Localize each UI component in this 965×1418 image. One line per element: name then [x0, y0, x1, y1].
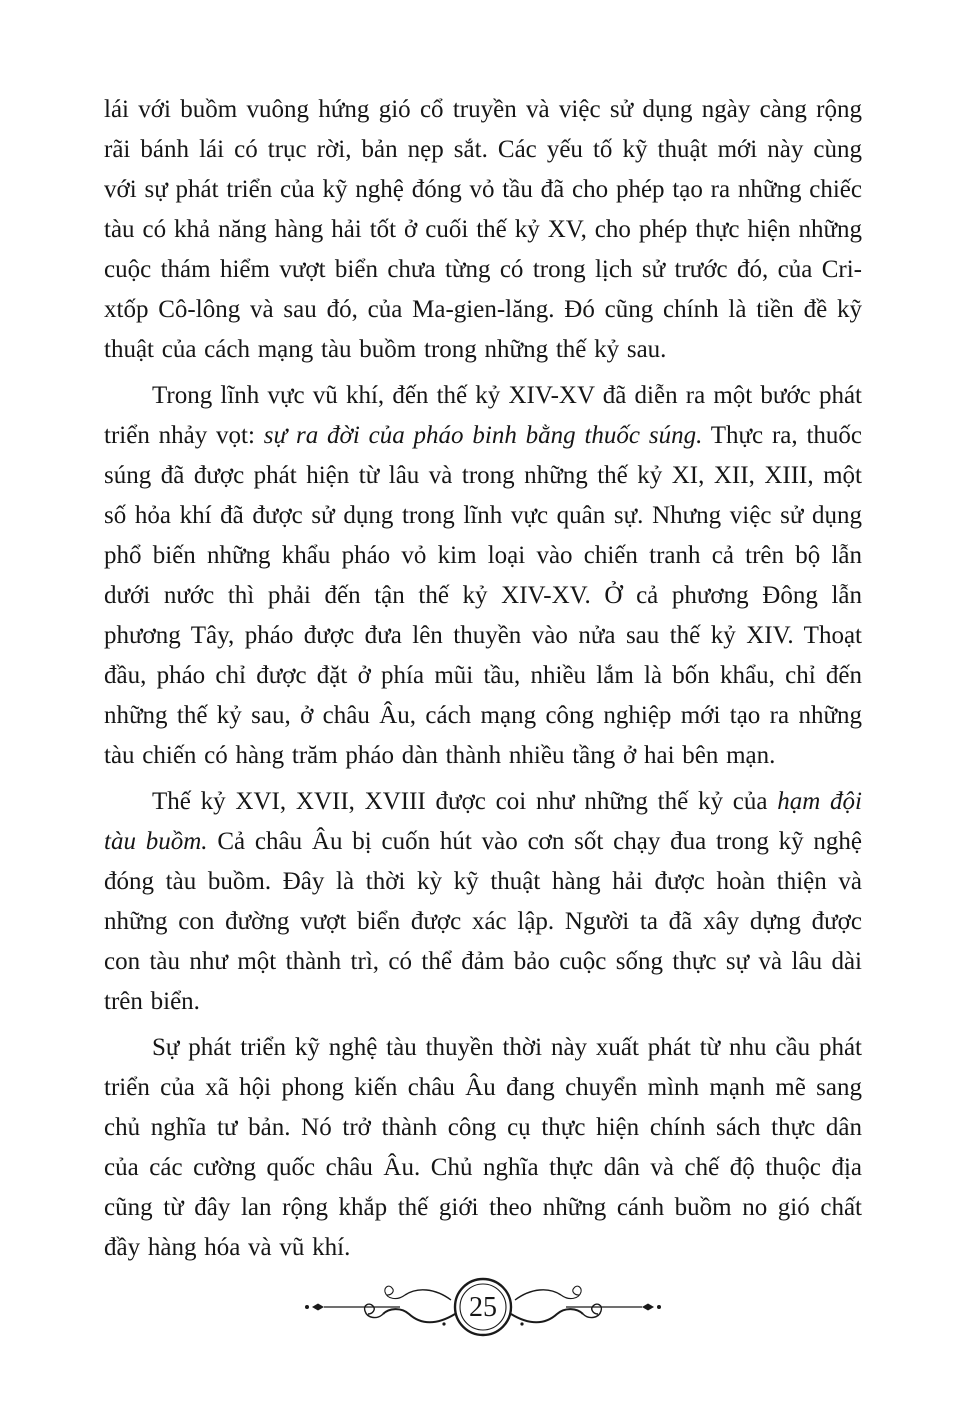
page-number: 25 — [468, 1292, 497, 1323]
paragraph-container — [104, 90, 862, 1268]
flourish-left — [305, 1286, 455, 1325]
text-segment: Cả châu Âu bị cuốn hút vào cơn sốt chạy đua trong kỹ nghệ đóng tàu buồm. Đây là thời kỳ kỹ thuật hàng hải được hoàn thiện và những con đường vượt biển được xác lập. Người ta đã xây dựng được con tàu như một thành trì, có thể đảm bảo cuộc sống thực sự và lâu dài trên biển. — [104, 828, 863, 1015]
text-segment: lái với buồm vuông hứng gió cổ truyền và việc sử dụng ngày càng rộng rãi bánh lái có trục rời, bản nẹp sắt. Các yếu tố kỹ thuật mới này cùng với sự phát triển của kỹ nghệ đóng vỏ tầu đã cho phép tạo ra những chiếc tàu có khả năng hàng hải tốt ở cuối thế kỷ XV, cho phép thực hiện những cuộc thám hiểm vượt biển chưa từng có trong lịch sử trước đó, của Cri-xtốp Cô-lông và sau đó, của Ma-gien-lăng. Đó cũng chính là tiền đề kỹ thuật của cách mạng tàu buồm trong những thế kỷ sau. — [104, 96, 862, 363]
text-segment-italic: sự ra đời của pháo binh bằng thuốc súng. — [263, 422, 703, 449]
paragraph — [104, 1028, 862, 1268]
text-segment: Thế kỷ XVI, XVII, XVIII được coi như những thế kỷ của — [152, 788, 778, 815]
flourish-right — [511, 1286, 661, 1325]
page-footer — [0, 1262, 965, 1354]
ornament-divider-icon — [298, 1262, 668, 1354]
page-text — [104, 90, 862, 1268]
text-segment-italic: hạm đội tàu buồm. — [104, 788, 862, 855]
text-segment: Sự phát triển kỹ nghệ tàu thuyền thời này xuất phát từ nhu cầu phát triển của xã hội phong kiến châu Âu đang chuyển mình mạnh mẽ sang chủ nghĩa tư bản. Nó trở thành công cụ thực hiện chính sách thực dân của các cường quốc châu Âu. Chủ nghĩa thực dân và chế độ thuộc địa cũng từ đây lan rộng khắp thế giới theo những cánh buồm no gió chất đầy hàng hóa và vũ khí. — [104, 1034, 862, 1261]
text-segment: Trong lĩnh vực vũ khí, đến thế kỷ XIV-XV đã diễn ra một bước phát triển nhảy vọt: — [104, 382, 862, 449]
paragraph — [104, 782, 862, 1022]
text-segment: Thực ra, thuốc súng đã được phát hiện từ lâu và trong những thế kỷ XI, XII, XIII, một số hỏa khí đã được sử dụng trong lĩnh vực quân sự. Nhưng việc sử dụng phổ biến những khẩu pháo vỏ kim loại vào chiến tranh cả trên bộ lẫn dưới nước thì phải đến tận thế kỷ XIV-XV. Ở cả phương Đông lẫn phương Tây, pháo được đưa lên thuyền vào nửa sau thế kỷ XIV. Thoạt đầu, pháo chỉ được đặt ở phía mũi tầu, nhiều lắm là bốn khẩu, chỉ đến những thế kỷ sau, ở châu Âu, cách mạng công nghiệp mới tạo ra những tàu chiến có hàng trăm pháo dàn thành nhiều tầng ở hai bên mạn. — [104, 422, 862, 769]
paragraph — [104, 376, 862, 776]
paragraph — [104, 90, 862, 370]
